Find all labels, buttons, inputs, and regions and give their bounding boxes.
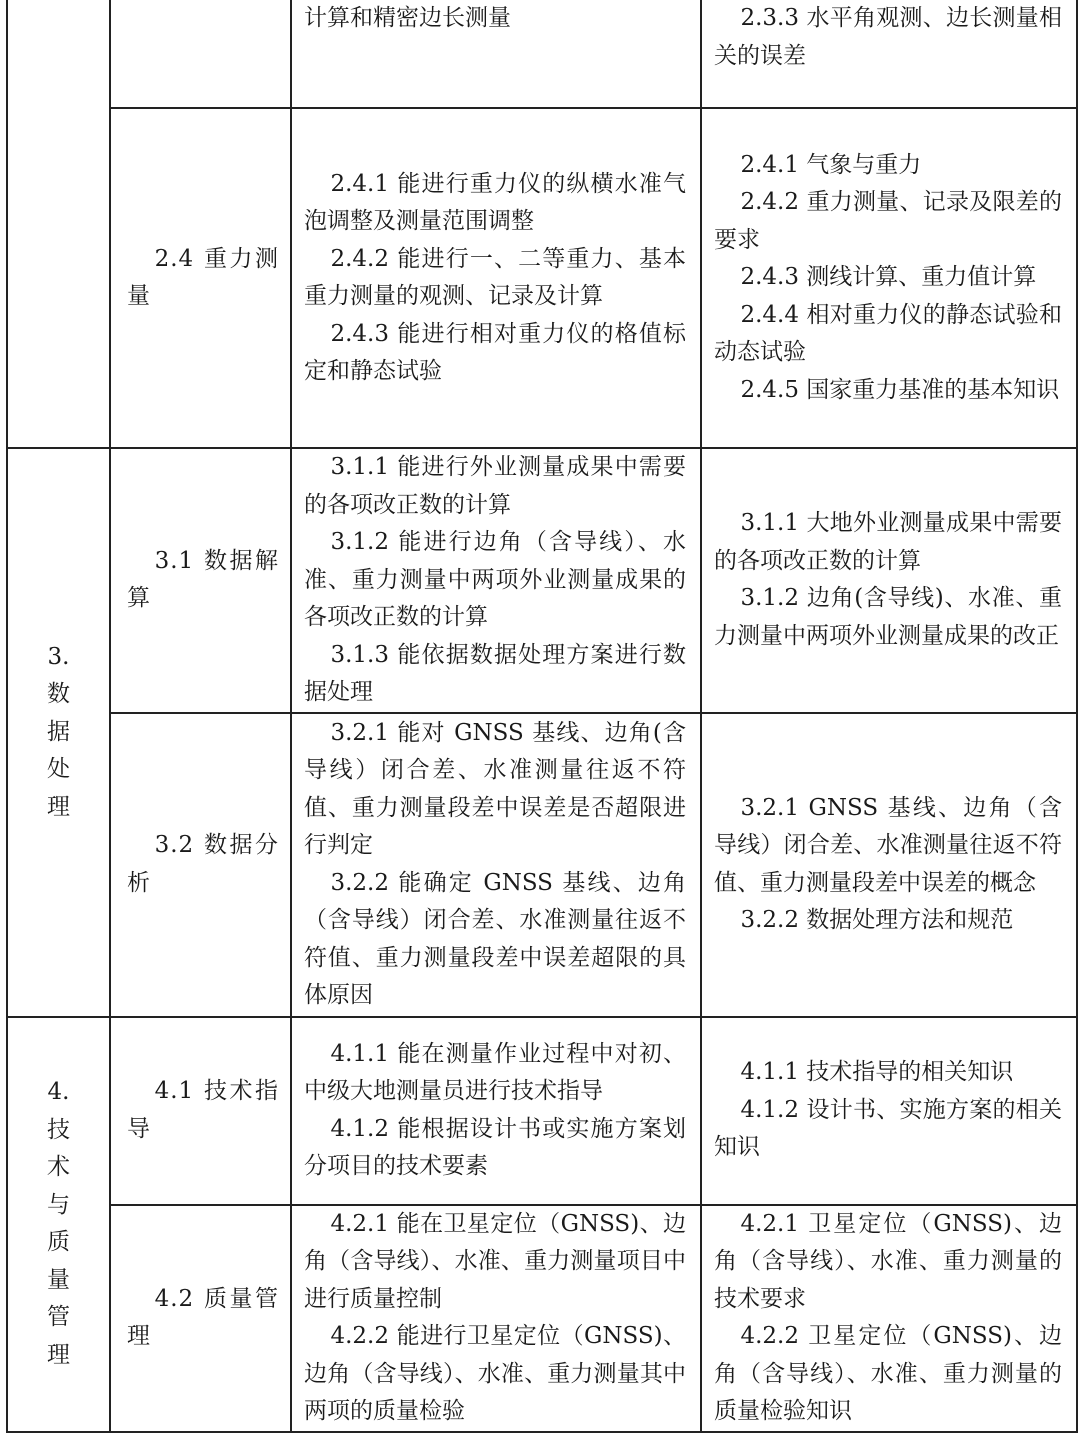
skill-requirements-cell	[291, 448, 701, 713]
knowledge-item: 2.3.3 水平角观测、边长测量相关的误差	[714, 5, 1062, 69]
skill-requirements-cell	[291, 1205, 701, 1432]
unit-number: 3.1	[154, 547, 195, 574]
knowledge-item: 4.2.1 卫星定位（GNSS)、边角（含导线）、水准、重力测量的技术要求	[714, 1210, 1062, 1312]
knowledge-item: 2.4.5 国家重力基准的基本知识	[740, 376, 1060, 403]
table-row	[7, 713, 1077, 1017]
knowledge-requirements-cell	[701, 448, 1077, 713]
skill-item: 3.1.1 能进行外业测量成果中需要的各项改正数的计算	[304, 454, 686, 518]
unit-cell	[110, 1017, 291, 1205]
knowledge-item: 3.1.2 边角(含导线)、水准、重力测量中两项外业测量成果的改正	[714, 585, 1062, 649]
function-char: 量	[47, 1266, 70, 1293]
skill-item: 3.1.3 能依据数据处理方案进行数据处理	[304, 641, 686, 705]
skill-item: 2.4.3 能进行相对重力仪的格值标定和静态试验	[304, 320, 686, 384]
function-char: 处	[47, 756, 70, 782]
unit-cell	[110, 1205, 291, 1432]
knowledge-item: 2.4.3 测线计算、重力值计算	[740, 264, 1037, 291]
skill-requirements-cell	[291, 1017, 701, 1205]
skill-requirements-cell	[291, 108, 701, 448]
unit-name: 质量管理	[127, 1285, 279, 1349]
function-char: 管	[47, 1304, 70, 1330]
knowledge-requirements-cell	[701, 0, 1077, 108]
function-char: 理	[47, 1341, 70, 1368]
function-cell-data-processing	[7, 448, 110, 1017]
function-cell-tech-quality	[7, 1017, 110, 1432]
skill-requirements-cell	[291, 0, 701, 108]
table-row	[7, 0, 1077, 108]
skill-item: 2.4.2 能进行一、二等重力、基本重力测量的观测、记录及计算	[304, 245, 686, 309]
skill-item: 计算和精密边长测量	[304, 5, 511, 31]
unit-cell-empty	[110, 0, 291, 108]
function-char: 与	[47, 1191, 70, 1218]
unit-name: 数据分析	[127, 832, 279, 896]
knowledge-item: 3.2.1 GNSS 基线、边角（含导线）闭合差、水准测量往返不符值、重力测量段差中误差的概念	[714, 794, 1062, 896]
skill-item: 3.2.1 能对 GNSS 基线、边角(含导线）闭合差、水准测量往返不符值、重力测量段差中误差是否超限进行判定	[304, 719, 686, 858]
function-char: 质	[47, 1229, 70, 1255]
unit-name: 技术指导	[127, 1078, 279, 1142]
table-row	[7, 448, 1077, 713]
knowledge-item: 3.1.1 大地外业测量成果中需要的各项改正数的计算	[714, 510, 1062, 574]
skill-item: 4.2.2 能进行卫星定位（GNSS)、边角（含导线）、水准、重力测量其中两项的质量检验	[304, 1323, 686, 1424]
function-number: 4.	[47, 1079, 70, 1105]
skill-item: 3.2.2 能确定 GNSS 基线、边角（含导线）闭合差、水准测量往返不符值、重力测量段差中误差超限的具体原因	[304, 869, 686, 1008]
skill-requirements-cell	[291, 713, 701, 1017]
unit-number: 4.2	[154, 1285, 195, 1312]
function-char: 术	[47, 1154, 70, 1180]
unit-number: 2.4	[154, 245, 195, 272]
knowledge-item: 4.1.2 设计书、实施方案的相关知识	[714, 1096, 1062, 1161]
unit-cell	[110, 448, 291, 713]
function-char: 技	[47, 1116, 70, 1143]
function-char: 数	[47, 681, 70, 707]
knowledge-item: 4.2.2 卫星定位（GNSS)、边角（含导线）、水准、重力测量的质量检验知识	[714, 1323, 1062, 1424]
skill-item: 4.1.2 能根据设计书或实施方案划分项目的技术要素	[304, 1115, 686, 1179]
function-cell-empty	[7, 0, 110, 448]
function-number: 3.	[47, 643, 70, 670]
skills-standard-table	[6, 0, 1078, 1433]
skill-item: 4.2.1 能在卫星定位（GNSS)、边角（含导线）、水准、重力测量项目中进行质量控制	[304, 1210, 686, 1312]
skill-item: 3.1.2 能进行边角（含导线）、水准、重力测量中两项外业测量成果的各项改正数的计算	[304, 529, 686, 630]
unit-cell	[110, 108, 291, 448]
unit-number: 4.1	[154, 1078, 195, 1104]
knowledge-item: 2.4.2 重力测量、记录及限差的要求	[714, 189, 1062, 253]
function-char: 理	[47, 793, 70, 820]
knowledge-item: 3.2.2 数据处理方法和规范	[740, 907, 1014, 933]
skill-item: 2.4.1 能进行重力仪的纵横水准气泡调整及测量范围调整	[304, 170, 686, 234]
table-row	[7, 108, 1077, 448]
function-char: 据	[47, 718, 70, 745]
unit-name: 数据解算	[127, 547, 279, 612]
knowledge-requirements-cell	[701, 1017, 1077, 1205]
skill-item: 4.1.1 能在测量作业过程中对初、中级大地测量员进行技术指导	[304, 1040, 686, 1104]
table-row	[7, 1205, 1077, 1432]
table-row	[7, 1017, 1077, 1205]
knowledge-requirements-cell	[701, 108, 1077, 448]
knowledge-item: 2.4.1 气象与重力	[740, 151, 922, 178]
unit-name: 重力测量	[127, 245, 279, 309]
knowledge-item: 4.1.1 技术指导的相关知识	[740, 1059, 1014, 1086]
knowledge-requirements-cell	[701, 1205, 1077, 1432]
knowledge-item: 2.4.4 相对重力仪的静态试验和动态试验	[714, 301, 1062, 366]
knowledge-requirements-cell	[701, 713, 1077, 1017]
unit-number: 3.2	[154, 832, 195, 858]
unit-cell	[110, 713, 291, 1017]
